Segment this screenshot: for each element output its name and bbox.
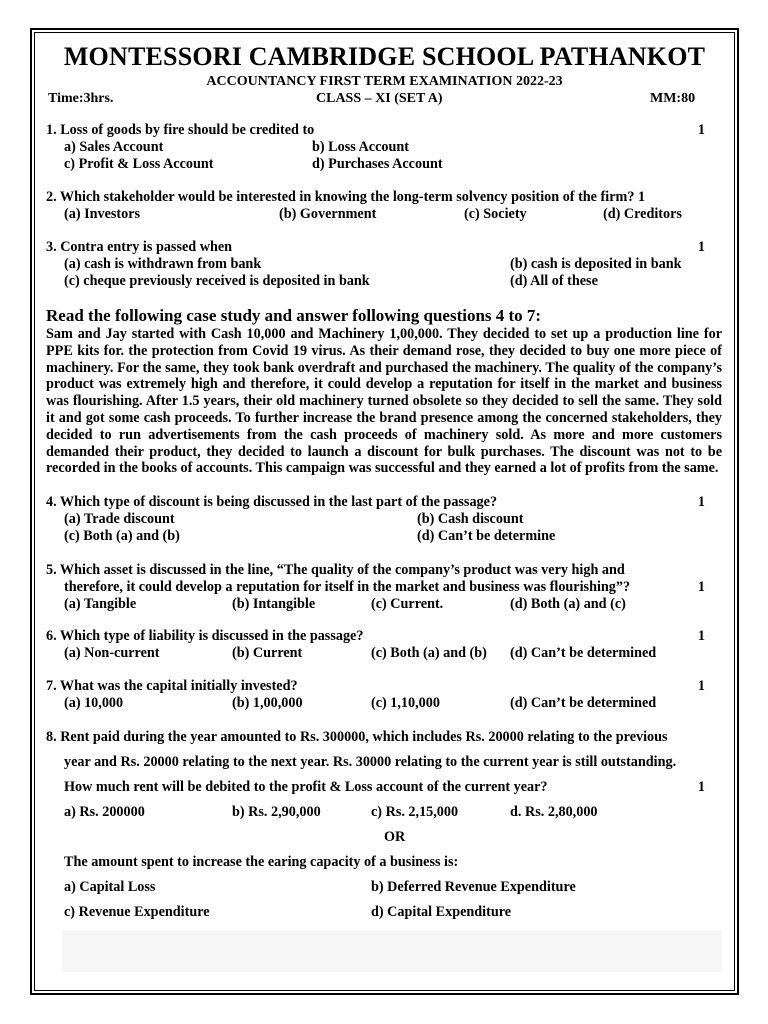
option-d: (d) Creditors xyxy=(603,205,682,222)
option-d: (d) Can’t be determined xyxy=(510,644,657,661)
option-c: (c) Current. xyxy=(371,595,444,612)
option-b: (b) Intangible xyxy=(232,595,316,612)
option-c: (c) 1,10,000 xyxy=(371,694,440,711)
question-2 xyxy=(46,189,721,223)
shaded-area xyxy=(62,930,722,972)
option-d: (d) All of these xyxy=(510,272,598,289)
option-b: (b) Current xyxy=(232,644,303,661)
question-4 xyxy=(46,494,721,544)
question-marks: 1 xyxy=(697,122,705,138)
option-a: (a) Non-current xyxy=(64,644,160,661)
question-1 xyxy=(46,122,721,172)
option-b: (b) Cash discount xyxy=(417,510,524,527)
option-a: (a) Investors xyxy=(64,205,141,222)
question-text: 2. Which stakeholder would be interested in knowing the long-term solvency position of the firm? 1 xyxy=(46,189,646,205)
option-c: (c) Society xyxy=(464,205,527,222)
option-b: (b) Government xyxy=(279,205,377,222)
option-b: b) Loss Account xyxy=(312,138,409,155)
option-d: (d) Can’t be determine xyxy=(417,527,556,544)
question-marks: 1 xyxy=(697,578,705,595)
question-7 xyxy=(46,678,721,712)
option-c: (c) cheque previously received is deposited in bank xyxy=(64,272,370,289)
option-d: d. Rs. 2,80,000 xyxy=(510,804,598,820)
option-b: (b) 1,00,000 xyxy=(232,694,303,711)
option-a: (a) 10,000 xyxy=(64,694,124,711)
question-text: 4. Which type of discount is being discussed in the last part of the passage? xyxy=(46,494,498,510)
or-separator: OR xyxy=(384,829,406,845)
option-a: a) Rs. 200000 xyxy=(64,804,145,820)
option-d: (d) Can’t be determined xyxy=(510,694,657,711)
question-text-line-3: How much rent will be debited to the profit & Loss account of the current year? xyxy=(64,779,548,795)
option-c: c) Rs. 2,15,000 xyxy=(371,804,459,820)
question-marks: 1 xyxy=(697,678,705,694)
alt-option-b: b) Deferred Revenue Expenditure xyxy=(371,879,576,895)
question-text: 6. Which type of liability is discussed in the passage? xyxy=(46,628,364,644)
exam-title: ACCOUNTANCY FIRST TERM EXAMINATION 2022-23 xyxy=(206,74,563,89)
question-text: 7. What was the capital initially invested? xyxy=(46,678,298,694)
option-c: (c) Both (a) and (b) xyxy=(371,644,487,661)
question-marks: 1 xyxy=(697,239,705,255)
question-6 xyxy=(46,628,721,662)
question-text: 1. Loss of goods by fire should be credited to xyxy=(46,122,315,138)
question-marks: 1 xyxy=(697,494,705,510)
max-marks: MM:80 xyxy=(650,91,696,106)
case-study-text: Sam and Jay started with Cash 10,000 and Machinery 1,00,000. They decided to set up a production line for PPE kits for. the protection from Covid 19 virus. As their demand rose, they decided to buy one more piece of machinery. For the same, they took bank overdraft and purchased the machinery. The quality of the company’s product was extremely high and therefore, it could develop a reputation for itself in the market and business was flourishing. After 1.5 years, their old machinery turned obsolete so they decided to sell the same. They sold it and got some cash proceeds. To further increase the brand presence among the concerned stakeholders, they decided to run advertisements from the cash proceeds of machinery sold. As more and more customers demanded their product, they decided to launch a discount for bulk purchases. The discount was not to be recorded in the books of accounts. This campaign was successful and they earned a lot of profits from the same. xyxy=(46,326,722,477)
alt-option-d: d) Capital Expenditure xyxy=(371,904,512,920)
option-a: (a) Tangible xyxy=(64,595,137,612)
option-a: a) Sales Account xyxy=(64,138,164,155)
alt-option-c: c) Revenue Expenditure xyxy=(64,904,210,920)
question-text: 3. Contra entry is passed when xyxy=(46,239,233,255)
exam-time: Time:3hrs. xyxy=(48,91,114,106)
alt-option-a: a) Capital Loss xyxy=(64,879,156,895)
question-3 xyxy=(46,239,721,289)
option-c: (c) Both (a) and (b) xyxy=(64,527,180,544)
question-text-line-2: year and Rs. 20000 relating to the next year. Rs. 30000 relating to the current year is still outstanding. xyxy=(64,754,677,770)
question-5 xyxy=(46,562,721,612)
question-marks: 1 xyxy=(697,628,705,644)
question-text-line-1: 8. Rent paid during the year amounted to Rs. 300000, which includes Rs. 20000 relating to the previous xyxy=(46,729,668,745)
option-d: d) Purchases Account xyxy=(312,155,443,172)
question-marks: 1 xyxy=(697,779,705,795)
school-name: MONTESSORI CAMBRIDGE SCHOOL PATHANKOT xyxy=(63,42,706,71)
option-a: (a) cash is withdrawn from bank xyxy=(64,255,262,272)
option-b: b) Rs. 2,90,000 xyxy=(232,804,321,820)
question-text-line-2: therefore, it could develop a reputation for itself in the market and business was flourishing”? xyxy=(64,578,631,595)
exam-class: CLASS – XI (SET A) xyxy=(316,91,443,106)
alt-question-text: The amount spent to increase the earing capacity of a business is: xyxy=(64,854,459,870)
option-d: (d) Both (a) and (c) xyxy=(510,595,626,612)
question-text-line-1: 5. Which asset is discussed in the line, “The quality of the company’s product was very high and xyxy=(46,562,625,578)
question-8 xyxy=(46,729,721,929)
option-b: (b) cash is deposited in bank xyxy=(510,255,682,272)
option-c: c) Profit & Loss Account xyxy=(64,155,214,172)
case-study-heading: Read the following case study and answer following questions 4 to 7: xyxy=(46,306,542,325)
option-a: (a) Trade discount xyxy=(64,510,175,527)
